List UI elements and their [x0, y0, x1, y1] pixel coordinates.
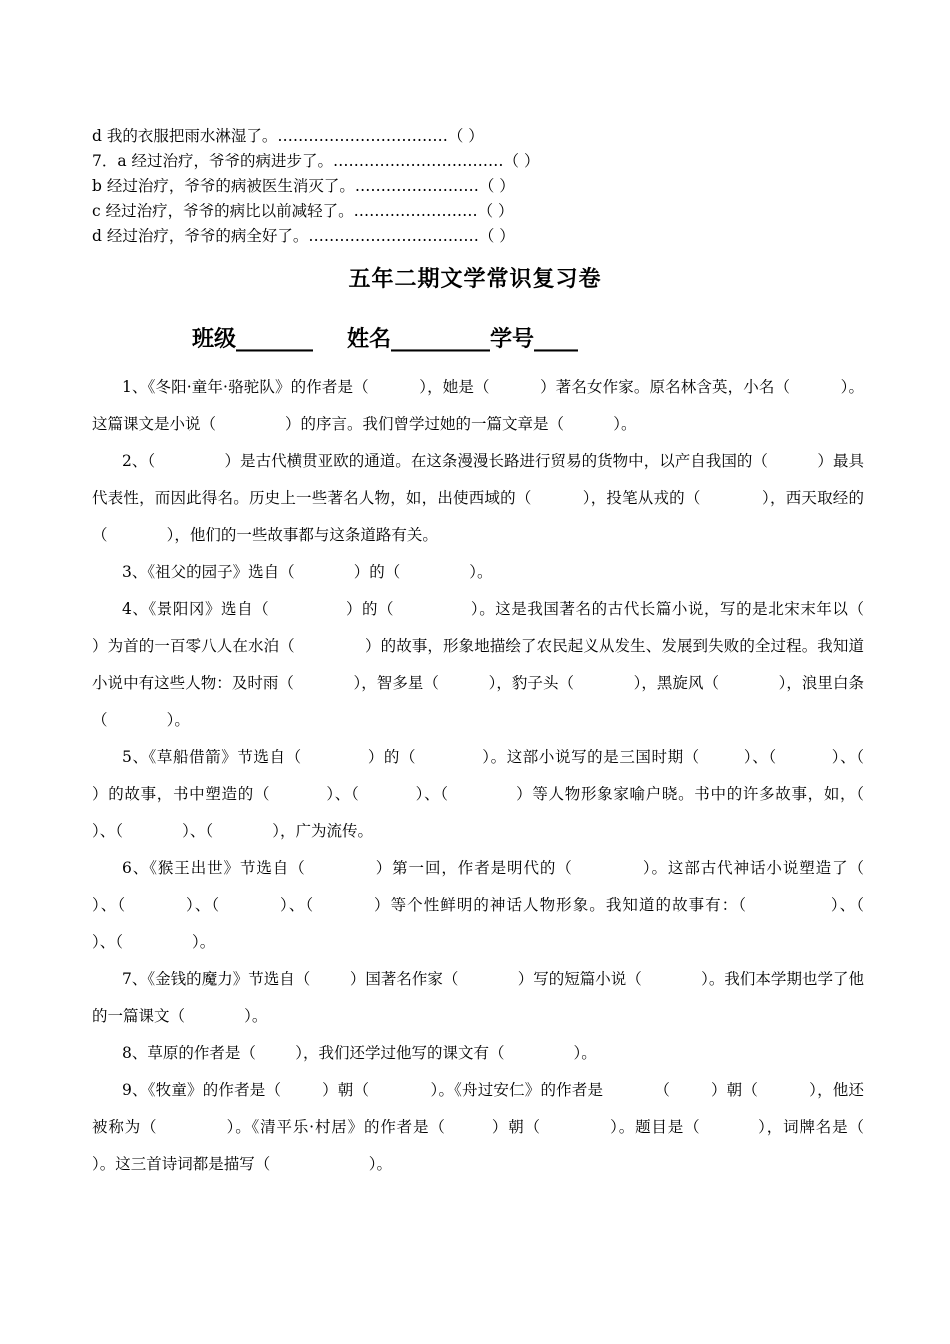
question-item: 6、《猴王出世》节选自（ ）第一回，作者是明代的（ ）。这部古代神话小说塑造了（ ）、（ ）、（ ）、（ ）等个性鲜明的神话人物形象。我知道的故事有：（ ）、（ ）、（ ）。 [92, 859, 933, 951]
question-item: 1、《冬阳·童年·骆驼队》的作者是（ ），她是（ ）著名女作家。原名林含英，小名（ ）。这篇课文是小说（ ）的序言。我们曾学过她的一篇文章是（ ）。 [92, 378, 864, 433]
question-item: 3、《祖父的园子》选自（ ）的（ ）。 [122, 563, 493, 581]
exercise-line: d 经过治疗，爷爷的病全好了。……………………………（ ） [92, 227, 515, 245]
student-info-fields [192, 322, 578, 353]
exercise-line: c 经过治疗，爷爷的病比以前减轻了。……………………（ ） [92, 202, 514, 220]
exercise-line: b 经过治疗，爷爷的病被医生消灭了。……………………（ ） [92, 177, 515, 195]
question-item: 2、（ ）是古代横贯亚欧的通道。在这条漫漫长路进行贸易的货物中，以产自我国的（ ）最具代表性，而因此得名。历史上一些著名人物，如，出使西域的（ ），投笔从戎的（ ），西天取经的（ ），他们的一些故事都与这条道路有关。 [92, 452, 864, 544]
page-title: 五年二期文学常识复习卷 [348, 267, 602, 292]
question-item: 5、《草船借箭》节选自（ ）的（ ）。这部小说写的是三国时期（ ）、（ ）、（ ）的故事，书中塑造的（ ）、（ ）、（ ）等人物形象家喻户晓。书中的许多故事，如，（ ）、（ ）、（ ），广为流传。 [92, 748, 924, 840]
question-item: 7、《金钱的魔力》节选自（ ）国著名作家（ ）写的短篇小说（ ）。我们本学期也学了他的一篇课文（ ）。 [92, 970, 864, 1025]
exercise-line: d 我的衣服把雨水淋湿了。……………………………（ ） [92, 127, 484, 145]
name-field: 姓名_________ [347, 327, 491, 352]
question-item: 4、《景阳冈》选自（ ）的（ ）。这是我国著名的古代长篇小说，写的是北宋末年以（ ）为首的一百零八人在水泊（ ）的故事，形象地描绘了农民起义从发生、发展到失败的全过程。我知道小说中有这些人物：及时雨（ ），智多星（ ），豹子头（ ），黑旋风（ ），浪里白条（ ）。 [92, 600, 924, 729]
exercise-line: 7．a 经过治疗，爷爷的病进步了。……………………………（ ） [92, 152, 540, 170]
question-list [92, 369, 933, 1183]
student-number-field: 学号____ [490, 327, 579, 352]
question-item: 9、《牧童》的作者是（ ）朝（ ）。《舟过安仁》的作者是 （ ）朝（ ），他还被称为（ ）。《清平乐·村居》的作者是（ ）朝（ ）。题目是（ ），词牌名是（ ）。这三首诗词都是描写（ ）。 [92, 1081, 914, 1173]
question-item: 8、草原的作者是（ ），我们还学过他写的课文有（ ）。 [122, 1044, 597, 1062]
class-field: 班级_______ [192, 327, 314, 352]
previous-exercise-lines [92, 124, 872, 249]
